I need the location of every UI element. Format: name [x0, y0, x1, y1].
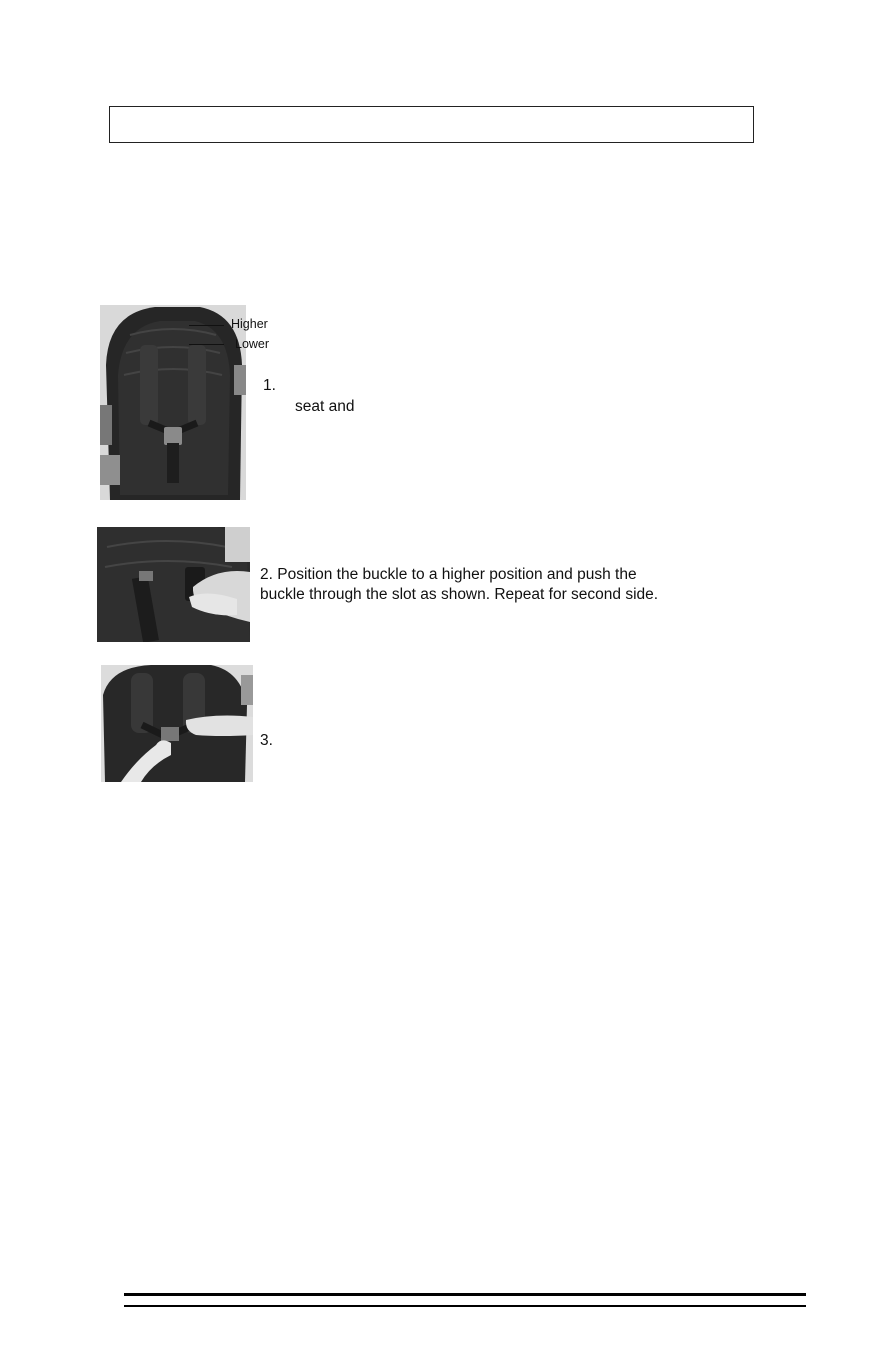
step2-text	[260, 565, 658, 605]
step2-line2: buckle through the slot as shown. Repeat for second side.	[260, 586, 659, 603]
header-box	[109, 106, 754, 143]
harness-adjust-illustration	[101, 665, 253, 782]
higher-callout-line	[189, 325, 224, 326]
higher-label: Higher	[231, 317, 268, 331]
buckle-slot-illustration	[97, 527, 250, 642]
step1-number: 1.	[263, 377, 276, 394]
step3-number: 3.	[260, 732, 273, 749]
lower-label: Lower	[235, 337, 270, 351]
step1-continuation: seat and	[295, 398, 355, 415]
stroller-seat-photo	[100, 305, 246, 500]
harness-adjust-photo	[101, 665, 253, 782]
step2-line1: 2. Position the buckle to a higher position and push the	[260, 566, 637, 583]
lower-callout-line	[189, 344, 224, 345]
stroller-seat-illustration	[100, 305, 246, 500]
buckle-slot-photo	[97, 527, 250, 642]
footer-rule-thin	[124, 1305, 806, 1307]
footer-rule-thick	[124, 1293, 806, 1296]
